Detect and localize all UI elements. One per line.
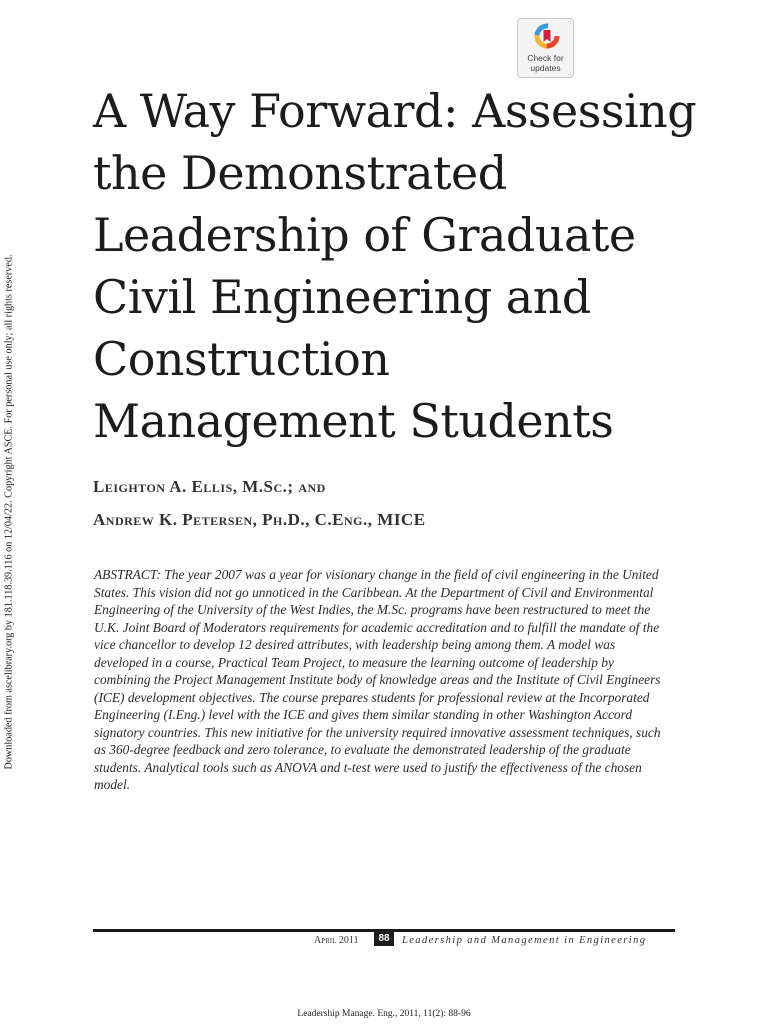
journal-name: Leadership and Management in Engineering [402,935,647,946]
badge-label-line1: Check for [527,53,564,63]
badge-label [518,53,573,73]
article-title: A Way Forward: Assessing the Demonstrated Leadership of Graduate Civil Engineering and Construction Management Students [93,84,697,448]
download-notice-text: Downloaded from ascelibrary.org by 181.118.39.116 on 12/04/22. Copyright ASCE. For personal use only; all rights reserved. [3,254,15,770]
download-notice [0,0,18,1024]
badge-label-line2: updates [530,63,561,73]
abstract: ABSTRACT: The year 2007 was a year for visionary change in the field of civil engineering in the United States. This vision did not go unnoticed in the Caribbean. At the Department of Civil and Environmental Engineering of the University of the West Indies, the M.Sc. programs have been restructured to meet the U.K. Joint Board of Moderators requirements for academic accreditation and to fulfill the mandate of the vice chancellor to develop 12 desired attributes, with leadership being among them. A model was developed in a course, Practical Team Project, to measure the learning outcome of leadership by combining the Project Management Institute body of knowledge areas and the Institute of Civil Engineers (ICE) development objectives. The course prepares students for professional review at the Incorporated Engineering (I.Eng.) level with the ICE and gives them similar standing in other Washington Accord signatory countries. This new initiative for the university required innovative assessment techniques, such as 360-degree feedback and zero tolerance, to evaluate the demonstrated leadership of the graduate students. Analytical tools such as ANOVA and t-test were used to justify the effectiveness of the chosen model. [94,567,661,792]
check-for-updates-badge[interactable] [517,18,574,78]
citation: Leadership Manage. Eng., 2011, 11(2): 88-96 [297,1009,471,1019]
page-number: 88 [374,931,394,946]
author-line-1: Leighton A. Ellis, M.Sc.; and [93,477,326,496]
author-line-2: Andrew K. Petersen, Ph.D., C.Eng., MICE [93,510,426,529]
check-for-updates-icon [533,22,561,50]
footer-month: April 2011 [314,935,359,946]
